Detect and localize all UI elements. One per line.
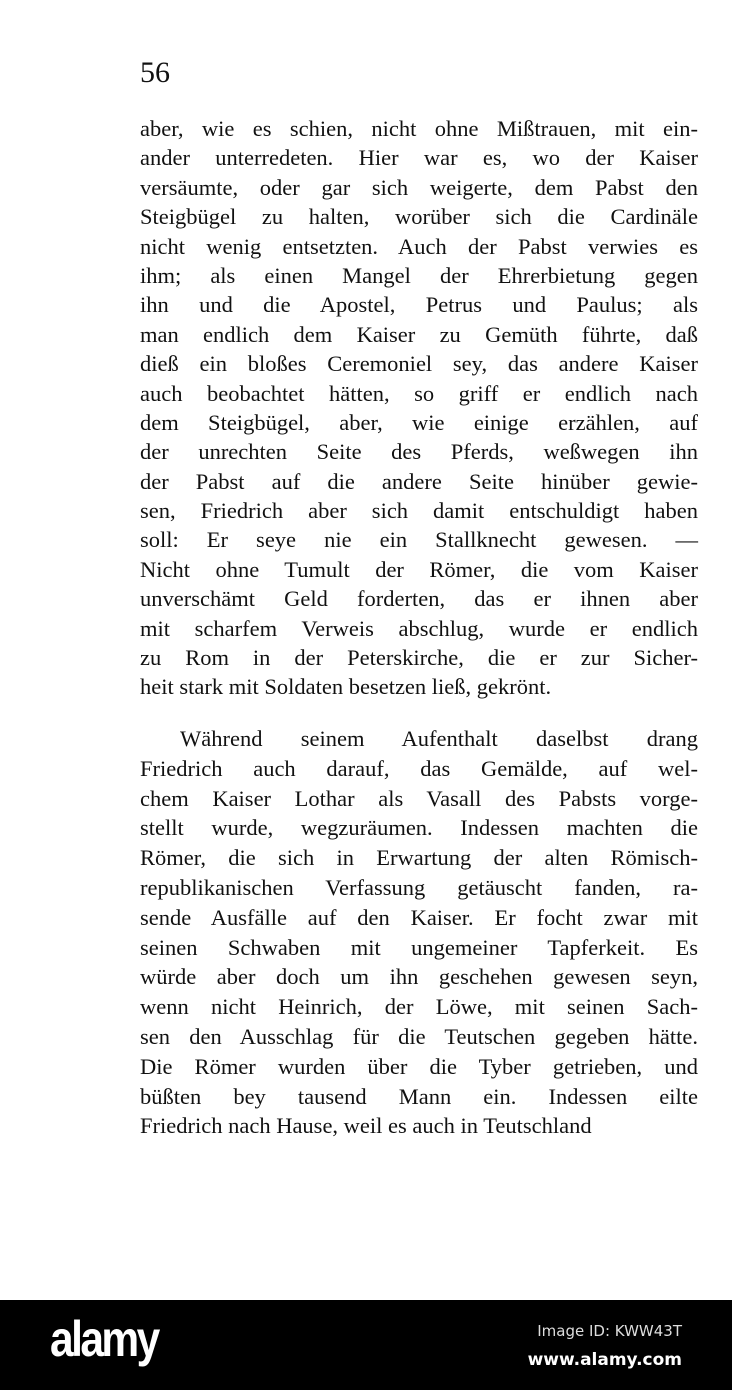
image-id: Image ID: KWW43T — [537, 1322, 682, 1340]
text-line: Die Römer wurden über die Tyber getrieben, und — [140, 1053, 698, 1079]
text-line: stellt wurde, wegzuräumen. Indessen machten die — [140, 815, 698, 841]
text-line: Friedrich auch darauf, das Gemälde, auf wel- — [140, 755, 698, 781]
paragraph-1 — [140, 114, 698, 702]
text-line: ander unterredeten. Hier war es, wo der Kaiser — [140, 145, 698, 171]
site-url: www.alamy.com — [527, 1350, 682, 1370]
watermark-bar — [0, 1300, 732, 1390]
text-line: Römer, die sich in Erwartung der alten Römisch- — [140, 845, 698, 871]
text-line: sende Ausfälle auf den Kaiser. Er focht zwar mit — [140, 904, 698, 930]
paragraph-2 — [140, 724, 698, 1141]
text-line: seinen Schwaben mit ungemeiner Tapferkeit. Es — [140, 934, 698, 960]
text-line: soll: Er seye nie ein Stallknecht gewesen. — — [140, 527, 698, 553]
text-line: wenn nicht Heinrich, der Löwe, mit seinen Sach- — [140, 994, 698, 1020]
text-line: aber, wie es schien, nicht ohne Mißtrauen, mit ein- — [140, 116, 698, 141]
text-line: büßten bey tausend Mann ein. Indessen eilte — [140, 1083, 698, 1109]
text-line: mit scharfem Verweis abschlug, wurde er endlich — [140, 615, 698, 641]
text-line: zu Rom in der Peterskirche, die er zur Sicher- — [140, 645, 698, 671]
text-line: nicht wenig entsetzten. Auch der Pabst verwies es — [140, 233, 698, 259]
text-line: republikanischen Verfassung getäuscht fanden, ra- — [140, 874, 698, 900]
text-line: versäumte, oder gar sich weigerte, dem Pabst den — [140, 174, 698, 200]
text-line: auch beobachtet hätten, so griff er endlich nach — [140, 380, 698, 406]
text-line: würde aber doch um ihn geschehen gewesen seyn, — [140, 964, 698, 990]
text-line: Während seinem Aufenthalt daselbst drang — [180, 726, 698, 751]
text-line: Nicht ohne Tumult der Römer, die vom Kaiser — [140, 556, 698, 582]
page-number: 56 — [140, 56, 170, 89]
text-line: ihm; als einen Mangel der Ehrerbietung gegen — [140, 262, 698, 288]
text-line: der Pabst auf die andere Seite hinüber gewie- — [140, 468, 698, 494]
text-line: Friedrich nach Hause, weil es auch in Teutschland — [140, 1113, 592, 1139]
text-line: der unrechten Seite des Pferds, weßwegen ihn — [140, 439, 698, 465]
text-line: chem Kaiser Lothar als Vasall des Pabsts vorge- — [140, 785, 698, 811]
text-line: sen den Ausschlag für die Teutschen gegeben hätte. — [140, 1023, 698, 1049]
text-line: ihn und die Apostel, Petrus und Paulus; als — [140, 292, 698, 318]
text-line: heit stark mit Soldaten besetzen ließ, gekrönt. — [140, 674, 552, 700]
text-line: unverschämt Geld forderten, das er ihnen aber — [140, 586, 698, 612]
text-line: man endlich dem Kaiser zu Gemüth führte, daß — [140, 321, 698, 347]
text-line: Steigbügel zu halten, worüber sich die Cardinäle — [140, 204, 698, 230]
text-line: dieß ein bloßes Ceremoniel sey, das andere Kaiser — [140, 351, 698, 377]
text-line: sen, Friedrich aber sich damit entschuldigt haben — [140, 498, 698, 524]
alamy-logo: alamy — [50, 1311, 158, 1367]
text-line: dem Steigbügel, aber, wie einige erzählen, auf — [140, 409, 698, 435]
